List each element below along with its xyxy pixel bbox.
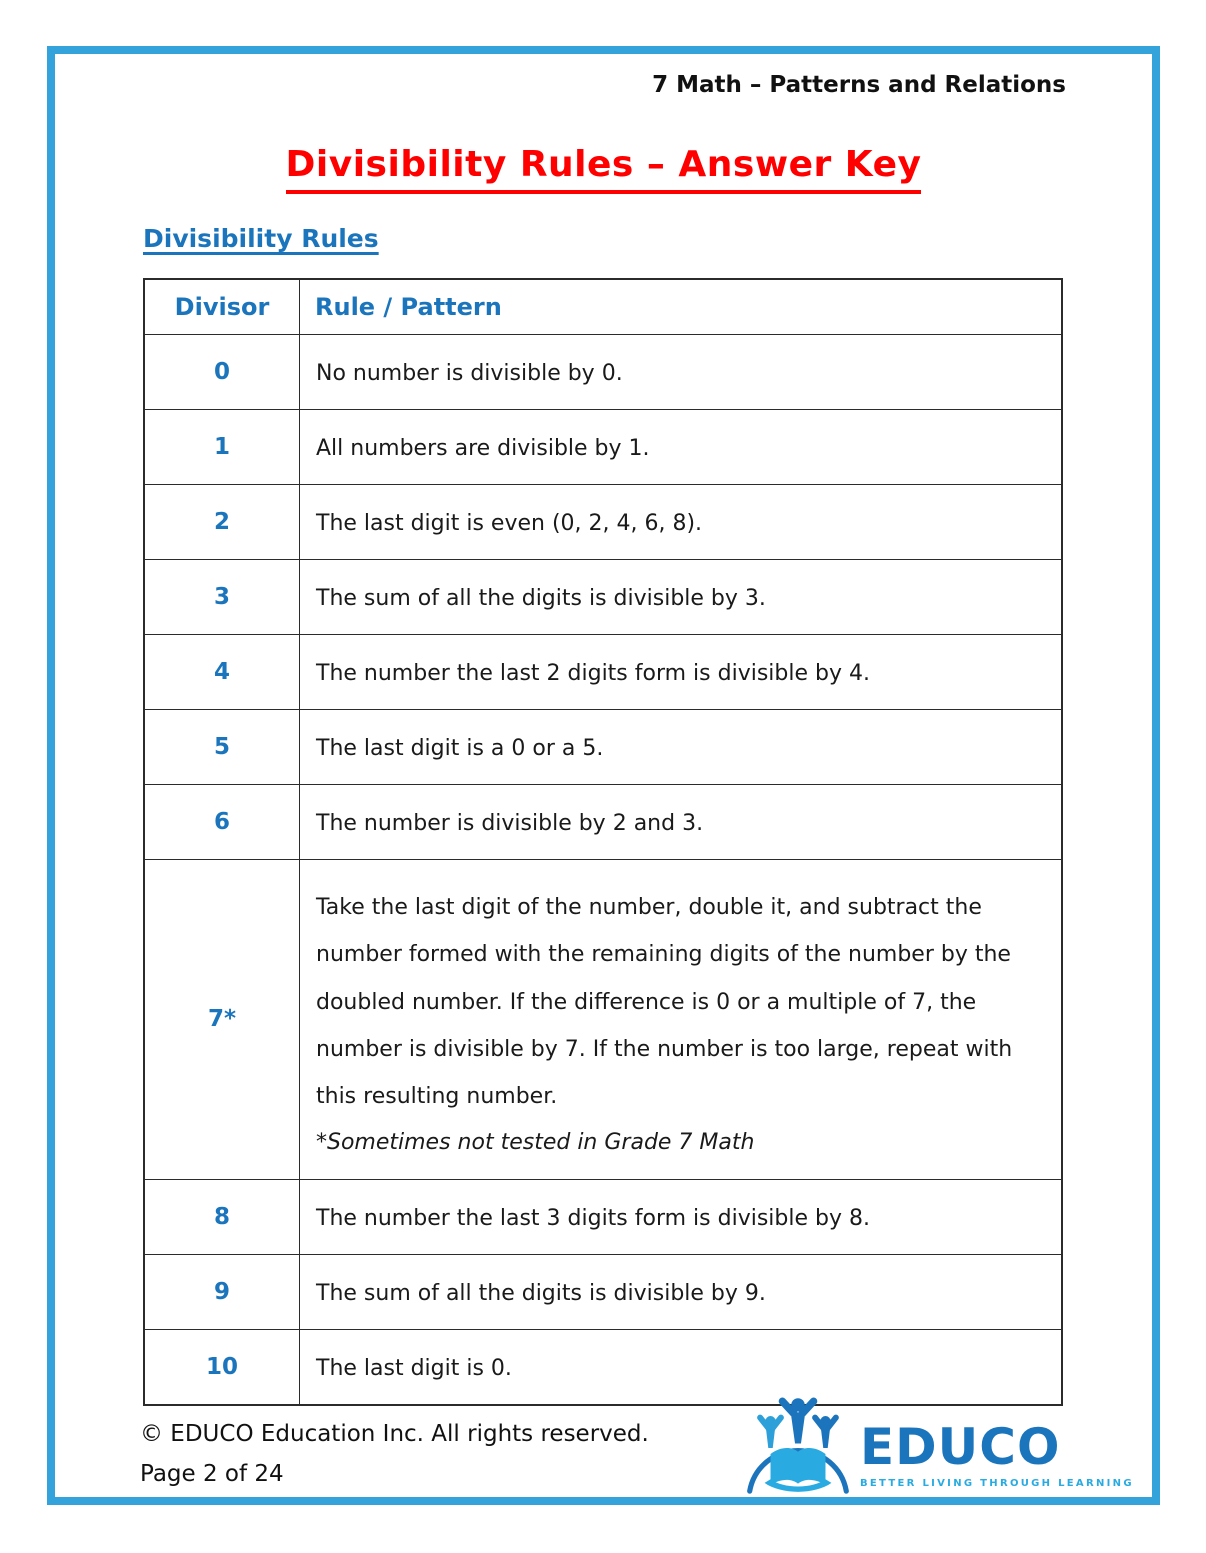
rule-cell: [300, 710, 1061, 784]
rule-text: The last digit is a 0 or a 5.: [316, 736, 604, 762]
rule-cell: [300, 410, 1061, 484]
logo-tagline: BETTER LIVING THROUGH LEARNING: [860, 1478, 1134, 1489]
divisor-cell: 5: [145, 710, 300, 784]
divisor-cell: 6: [145, 785, 300, 859]
divisor-cell: 10: [145, 1330, 300, 1404]
rule-cell: [300, 1255, 1061, 1329]
table-row: [145, 485, 1061, 560]
rule-text: The number the last 2 digits form is divisible by 4.: [316, 661, 870, 687]
logo-wordmark: EDUCO: [860, 1418, 1061, 1476]
table-row: [145, 1330, 1061, 1404]
educo-logo: [742, 1396, 1134, 1500]
rule-cell: [300, 485, 1061, 559]
rule-text: All numbers are divisible by 1.: [316, 436, 650, 462]
rules-table-body: [145, 335, 1061, 1404]
educo-logo-icon: [742, 1396, 854, 1500]
col-header-divisor: Divisor: [145, 280, 300, 334]
rule-cell: [300, 335, 1061, 409]
table-row: [145, 710, 1061, 785]
page-title: Divisibility Rules – Answer Key: [286, 144, 922, 194]
divisor-cell: 9: [145, 1255, 300, 1329]
rule-text: No number is divisible by 0.: [316, 361, 623, 387]
rule-cell: [300, 1330, 1061, 1404]
table-row: [145, 335, 1061, 410]
rule-cell: [300, 860, 1061, 1179]
rule-note: *Sometimes not tested in Grade 7 Math: [316, 1130, 755, 1156]
col-header-rule: Rule / Pattern: [315, 293, 502, 321]
person-icon: [815, 1416, 836, 1448]
page-number: Page 2 of 24: [140, 1461, 284, 1487]
table-row: [145, 1180, 1061, 1255]
rule-text: Take the last digit of the number, double it, and subtract the number formed with the remaining digits of the number by the doubled number. If the difference is 0 or a multiple of 7, the number is divisible by 7. If the number is too large, repeat with this resulting number.: [316, 895, 1013, 1110]
title-row: [55, 144, 1152, 194]
rule-text: The number is divisible by 2 and 3.: [316, 811, 704, 837]
divisor-cell: 3: [145, 560, 300, 634]
table-row: [145, 410, 1061, 485]
rule-cell: [300, 1180, 1061, 1254]
logo-text-block: [860, 1396, 1134, 1489]
table-header-row: [145, 280, 1061, 335]
person-icon: [782, 1398, 813, 1443]
course-header: 7 Math – Patterns and Relations: [652, 72, 1066, 98]
rule-text: The number the last 3 digits form is divisible by 8.: [316, 1206, 870, 1232]
copyright-text: © EDUCO Education Inc. All rights reserved.: [140, 1421, 649, 1447]
section-heading: Divisibility Rules: [143, 224, 379, 253]
divisor-cell: 2: [145, 485, 300, 559]
rule-cell: [300, 635, 1061, 709]
rule-cell: [300, 785, 1061, 859]
table-row: [145, 785, 1061, 860]
divisor-cell: 8: [145, 1180, 300, 1254]
rule-text: The sum of all the digits is divisible by 3.: [316, 586, 766, 612]
person-icon: [760, 1416, 781, 1448]
table-row: [145, 560, 1061, 635]
rules-table: [143, 278, 1063, 1406]
rule-text: The last digit is 0.: [316, 1356, 512, 1382]
divisor-cell: 1: [145, 410, 300, 484]
rule-text: The sum of all the digits is divisible by 9.: [316, 1281, 766, 1307]
table-row: [145, 1255, 1061, 1330]
rule-cell: [300, 560, 1061, 634]
divisor-cell: 4: [145, 635, 300, 709]
footer: [140, 1414, 649, 1494]
book-icon: [765, 1448, 832, 1492]
rule-text: The last digit is even (0, 2, 4, 6, 8).: [316, 511, 703, 537]
table-row: [145, 860, 1061, 1180]
divisor-cell: 0: [145, 335, 300, 409]
divisor-cell: 7*: [145, 860, 300, 1179]
table-row: [145, 635, 1061, 710]
